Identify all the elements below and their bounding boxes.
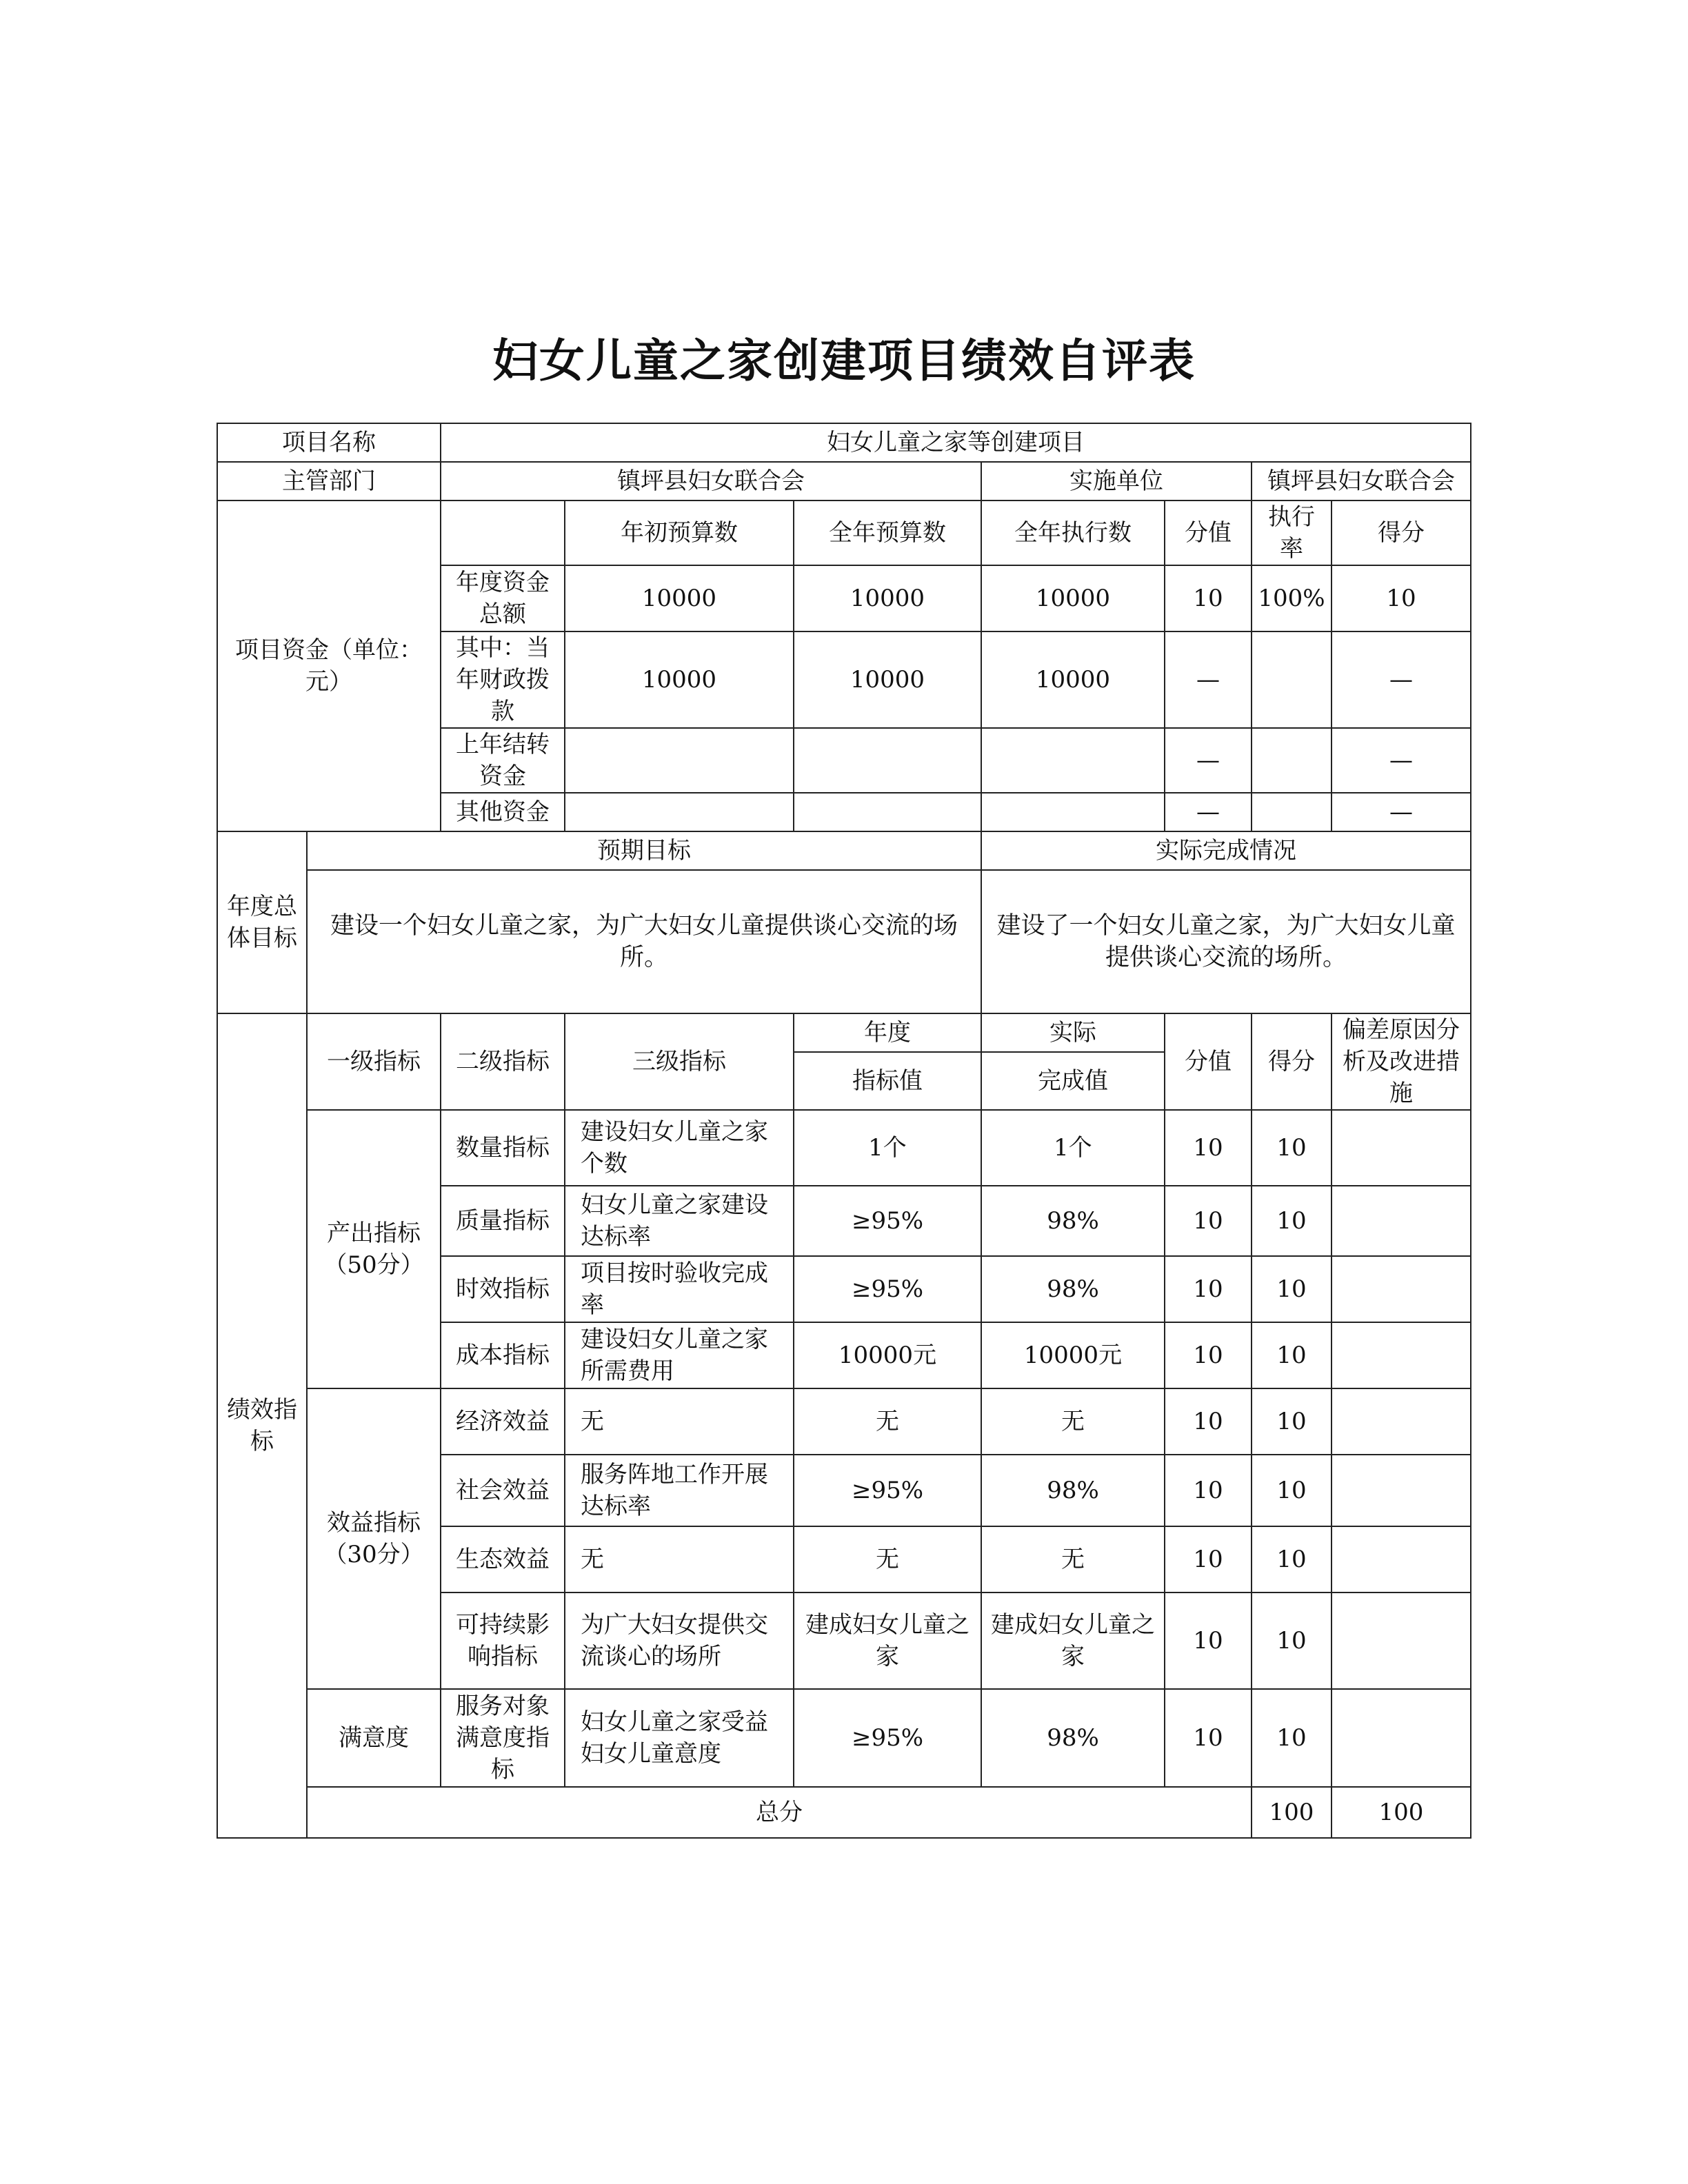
indicator-level2: 经济效益 xyxy=(441,1388,565,1455)
funds-header-rate: 执行率 xyxy=(1252,501,1332,565)
funds-row-annual xyxy=(794,728,981,793)
funds-row-executed: 10000 xyxy=(981,565,1165,631)
indicator-value: 10 xyxy=(1165,1593,1252,1689)
indicator-actual: 建成妇女儿童之家 xyxy=(981,1593,1165,1689)
funds-row-initial xyxy=(565,793,794,831)
indicator-score: 10 xyxy=(1252,1256,1332,1322)
funds-row-annual xyxy=(794,793,981,831)
total-label: 总分 xyxy=(307,1787,1252,1838)
funds-header-value: 分值 xyxy=(1165,501,1252,565)
indicator-group-satisfaction: 满意度 xyxy=(307,1689,441,1787)
impl-value: 镇坪县妇女联合会 xyxy=(1252,462,1471,501)
indicator-deviation xyxy=(1332,1593,1471,1689)
indicator-level2: 质量指标 xyxy=(441,1186,565,1256)
funds-row-value: — xyxy=(1165,793,1252,831)
indicator-value: 10 xyxy=(1165,1322,1252,1388)
funds-row-score: 10 xyxy=(1332,565,1471,631)
perf-header-value: 分值 xyxy=(1165,1013,1252,1110)
expected-goal-header: 预期目标 xyxy=(307,831,981,870)
indicator-value: 10 xyxy=(1165,1689,1252,1787)
funds-row-name: 上年结转资金 xyxy=(441,728,565,793)
funds-header-executed: 全年执行数 xyxy=(981,501,1165,565)
indicator-level3: 妇女儿童之家建设达标率 xyxy=(565,1186,794,1256)
indicator-target: 建成妇女儿童之家 xyxy=(794,1593,981,1689)
indicator-deviation xyxy=(1332,1186,1471,1256)
funds-header-blank xyxy=(441,501,565,565)
indicator-value: 10 xyxy=(1165,1110,1252,1186)
indicator-actual: 98% xyxy=(981,1689,1165,1787)
funds-row-initial: 10000 xyxy=(565,565,794,631)
indicator-level2: 生态效益 xyxy=(441,1526,565,1593)
indicator-deviation xyxy=(1332,1689,1471,1787)
perf-header-actual: 实际 xyxy=(981,1013,1165,1052)
funds-row-initial xyxy=(565,728,794,793)
indicator-level2: 时效指标 xyxy=(441,1256,565,1322)
funds-row-score: — xyxy=(1332,631,1471,728)
funds-row-annual: 10000 xyxy=(794,631,981,728)
impl-label: 实施单位 xyxy=(981,462,1252,501)
indicator-deviation xyxy=(1332,1526,1471,1593)
perf-header-completed: 完成值 xyxy=(981,1052,1165,1110)
indicator-group-output: 产出指标（50分） xyxy=(307,1110,441,1388)
funds-row-executed xyxy=(981,793,1165,831)
goals-label: 年度总体目标 xyxy=(217,831,307,1013)
funds-row-value: — xyxy=(1165,631,1252,728)
funds-row-score: — xyxy=(1332,728,1471,793)
funds-row-rate: 100% xyxy=(1252,565,1332,631)
indicator-actual: 无 xyxy=(981,1388,1165,1455)
funds-row-value: — xyxy=(1165,728,1252,793)
indicator-score: 10 xyxy=(1252,1322,1332,1388)
dept-label: 主管部门 xyxy=(217,462,441,501)
indicator-target: 无 xyxy=(794,1388,981,1455)
funds-row-score: — xyxy=(1332,793,1471,831)
indicator-actual: 无 xyxy=(981,1526,1165,1593)
performance-evaluation-table xyxy=(217,423,1471,1839)
indicator-level3: 妇女儿童之家受益妇女儿童意度 xyxy=(565,1689,794,1787)
indicator-value: 10 xyxy=(1165,1256,1252,1322)
expected-goal-text: 建设一个妇女儿童之家，为广大妇女儿童提供谈心交流的场所。 xyxy=(307,870,981,1013)
indicator-score: 10 xyxy=(1252,1110,1332,1186)
indicator-level2: 可持续影响指标 xyxy=(441,1593,565,1689)
funds-row-executed: 10000 xyxy=(981,631,1165,728)
indicator-value: 10 xyxy=(1165,1186,1252,1256)
funds-row-initial: 10000 xyxy=(565,631,794,728)
indicator-level3: 建设妇女儿童之家个数 xyxy=(565,1110,794,1186)
perf-header-year: 年度 xyxy=(794,1013,981,1052)
indicator-deviation xyxy=(1332,1322,1471,1388)
actual-result-header: 实际完成情况 xyxy=(981,831,1471,870)
indicator-level3: 项目按时验收完成率 xyxy=(565,1256,794,1322)
indicator-target: ≥95% xyxy=(794,1186,981,1256)
funds-header-initial: 年初预算数 xyxy=(565,501,794,565)
perf-header-level2: 二级指标 xyxy=(441,1013,565,1110)
project-name-label: 项目名称 xyxy=(217,423,441,462)
indicator-target: ≥95% xyxy=(794,1689,981,1787)
perf-header-target: 指标值 xyxy=(794,1052,981,1110)
funds-header-score: 得分 xyxy=(1332,501,1471,565)
indicator-level2: 社会效益 xyxy=(441,1455,565,1526)
indicator-score: 10 xyxy=(1252,1388,1332,1455)
indicator-target: 10000元 xyxy=(794,1322,981,1388)
page-title: 妇女儿童之家创建项目绩效自评表 xyxy=(492,334,1196,387)
indicator-value: 10 xyxy=(1165,1388,1252,1455)
perf-header-level1: 一级指标 xyxy=(307,1013,441,1110)
indicator-group-benefit: 效益指标（30分） xyxy=(307,1388,441,1689)
indicator-target: 1个 xyxy=(794,1110,981,1186)
indicator-score: 10 xyxy=(1252,1186,1332,1256)
indicator-actual: 98% xyxy=(981,1455,1165,1526)
indicator-level3: 建设妇女儿童之家所需费用 xyxy=(565,1322,794,1388)
indicator-value: 10 xyxy=(1165,1455,1252,1526)
indicator-target: ≥95% xyxy=(794,1256,981,1322)
indicator-score: 10 xyxy=(1252,1593,1332,1689)
funds-header-annual: 全年预算数 xyxy=(794,501,981,565)
indicator-actual: 1个 xyxy=(981,1110,1165,1186)
project-name-value: 妇女儿童之家等创建项目 xyxy=(441,423,1471,462)
funds-label: 项目资金（单位：元） xyxy=(217,501,441,831)
actual-result-text: 建设了一个妇女儿童之家，为广大妇女儿童提供谈心交流的场所。 xyxy=(981,870,1471,1013)
total-score: 100 xyxy=(1332,1787,1471,1838)
indicator-deviation xyxy=(1332,1455,1471,1526)
indicator-level2: 数量指标 xyxy=(441,1110,565,1186)
dept-value: 镇坪县妇女联合会 xyxy=(441,462,981,501)
indicator-score: 10 xyxy=(1252,1455,1332,1526)
funds-row-value: 10 xyxy=(1165,565,1252,631)
indicator-level3: 无 xyxy=(565,1388,794,1455)
indicator-target: 无 xyxy=(794,1526,981,1593)
indicator-deviation xyxy=(1332,1256,1471,1322)
perf-header-deviation: 偏差原因分析及改进措施 xyxy=(1332,1013,1471,1110)
funds-row-executed xyxy=(981,728,1165,793)
funds-row-name: 其他资金 xyxy=(441,793,565,831)
indicator-actual: 10000元 xyxy=(981,1322,1165,1388)
indicator-score: 10 xyxy=(1252,1689,1332,1787)
perf-label: 绩效指标 xyxy=(217,1013,307,1838)
funds-row-annual: 10000 xyxy=(794,565,981,631)
funds-row-rate xyxy=(1252,631,1332,728)
indicator-value: 10 xyxy=(1165,1526,1252,1593)
indicator-actual: 98% xyxy=(981,1186,1165,1256)
indicator-actual: 98% xyxy=(981,1256,1165,1322)
indicator-level2: 成本指标 xyxy=(441,1322,565,1388)
indicator-level3: 无 xyxy=(565,1526,794,1593)
indicator-deviation xyxy=(1332,1388,1471,1455)
funds-row-rate xyxy=(1252,728,1332,793)
funds-row-name: 其中：当年财政拨款 xyxy=(441,631,565,728)
indicator-deviation xyxy=(1332,1110,1471,1186)
indicator-score: 10 xyxy=(1252,1526,1332,1593)
perf-header-level3: 三级指标 xyxy=(565,1013,794,1110)
perf-header-score: 得分 xyxy=(1252,1013,1332,1110)
indicator-level2: 服务对象满意度指标 xyxy=(441,1689,565,1787)
indicator-target: ≥95% xyxy=(794,1455,981,1526)
funds-row-name: 年度资金总额 xyxy=(441,565,565,631)
indicator-level3: 为广大妇女提供交流谈心的场所 xyxy=(565,1593,794,1689)
funds-row-rate xyxy=(1252,793,1332,831)
indicator-level3: 服务阵地工作开展达标率 xyxy=(565,1455,794,1526)
total-value: 100 xyxy=(1252,1787,1332,1838)
